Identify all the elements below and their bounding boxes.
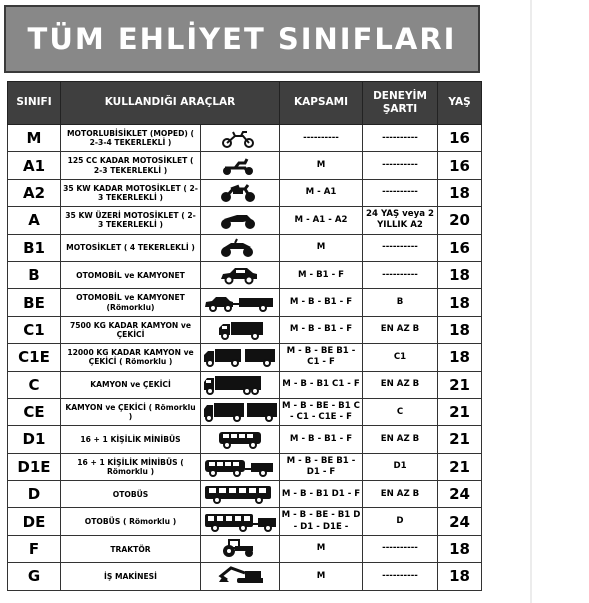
vehicle-description-text: OTOMOBİL ve KAMYONET <box>76 270 185 280</box>
table-row <box>8 563 482 590</box>
table-header-row <box>8 82 482 125</box>
license-class: C1E <box>8 344 61 371</box>
vehicle-description-text: MOTORLUBİSİKLET (MOPED) ( 2-3-4 TEKERLEKLİ ) <box>67 129 194 148</box>
vehicle-description <box>61 344 201 371</box>
vehicle-description <box>61 261 201 288</box>
license-class: C <box>8 371 61 398</box>
page-title: TÜM EHLİYET SINIFLARI <box>27 22 457 56</box>
age-value: 21 <box>438 398 482 425</box>
motorcycle-icon <box>217 183 263 203</box>
scope-value: ---------- <box>280 125 363 152</box>
scope-value: M <box>280 535 363 562</box>
table-row <box>8 344 482 371</box>
table-row <box>8 207 482 234</box>
bus-trailer-icon <box>203 512 277 532</box>
sport-motorcycle-icon <box>217 210 263 230</box>
header-yas: YAŞ <box>438 82 482 125</box>
license-class: B <box>8 261 61 288</box>
scope-value: M - B - B1 D1 - F <box>280 481 363 508</box>
vehicle-icon-cell <box>201 398 280 425</box>
vehicle-description-text: 12000 KG KADAR KAMYON ve ÇEKİCİ ( Römorklu ) <box>67 348 194 367</box>
vehicle-icon-cell <box>201 261 280 288</box>
scope-value: M - B - BE B1 - C1 - F <box>280 344 363 371</box>
vehicle-description <box>61 426 201 453</box>
table-row <box>8 508 482 535</box>
vehicle-description-text: KAMYON ve ÇEKİCİ <box>90 380 171 390</box>
license-class: CE <box>8 398 61 425</box>
age-value: 20 <box>438 207 482 234</box>
scope-value: M <box>280 152 363 179</box>
scope-value: M - B - BE B1 - D1 - F <box>280 453 363 480</box>
vehicle-icon-cell <box>201 152 280 179</box>
scope-value: M - A1 - A2 <box>280 207 363 234</box>
age-value: 21 <box>438 426 482 453</box>
divider <box>530 0 532 603</box>
big-truck-trailer-icon <box>203 402 277 422</box>
experience-value: EN AZ B <box>363 481 438 508</box>
age-value: 18 <box>438 316 482 343</box>
vehicle-icon-cell <box>201 535 280 562</box>
header-araclar: KULLANDIĞI ARAÇLAR <box>61 82 280 125</box>
vehicle-icon-cell <box>201 316 280 343</box>
vehicle-description <box>61 508 201 535</box>
vehicle-description <box>61 125 201 152</box>
table-row <box>8 398 482 425</box>
experience-value: ---------- <box>363 535 438 562</box>
title-banner <box>4 5 480 73</box>
vehicle-description <box>61 453 201 480</box>
experience-value: ---------- <box>363 234 438 261</box>
experience-value: ---------- <box>363 179 438 206</box>
license-class: C1 <box>8 316 61 343</box>
vehicle-description-text: OTOBÜS ( Römorklu ) <box>84 517 177 527</box>
age-value: 21 <box>438 453 482 480</box>
experience-value: C1 <box>363 344 438 371</box>
table-row <box>8 234 482 261</box>
header-kapsam: KAPSAMI <box>280 82 363 125</box>
vehicle-description-text: KAMYON ve ÇEKİCİ ( Römorklu ) <box>65 402 196 422</box>
vehicle-icon-cell <box>201 207 280 234</box>
experience-value: ---------- <box>363 152 438 179</box>
vehicle-description-text: OTOMOBİL ve KAMYONET (Römorklu) <box>76 293 185 312</box>
age-value: 24 <box>438 508 482 535</box>
age-value: 16 <box>438 152 482 179</box>
age-value: 18 <box>438 563 482 590</box>
scope-value: M <box>280 234 363 261</box>
vehicle-description <box>61 289 201 316</box>
minibus-trailer-icon <box>203 457 277 477</box>
experience-value: ---------- <box>363 261 438 288</box>
table-row <box>8 179 482 206</box>
table-row <box>8 125 482 152</box>
vehicle-icon-cell <box>201 289 280 316</box>
experience-value: ---------- <box>363 125 438 152</box>
car-trailer-icon <box>203 293 277 313</box>
age-value: 18 <box>438 344 482 371</box>
vehicle-description-text: 35 KW KADAR MOTOSİKLET ( 2-3 TEKERLEKLİ ) <box>63 183 198 202</box>
header-deneyim: DENEYİM ŞARTI <box>363 82 438 125</box>
scooter-icon <box>217 156 263 176</box>
age-value: 24 <box>438 481 482 508</box>
license-classes-sheet <box>4 5 482 597</box>
table-row <box>8 426 482 453</box>
license-class: G <box>8 563 61 590</box>
experience-value: EN AZ B <box>363 316 438 343</box>
table-row <box>8 481 482 508</box>
atv-icon <box>217 238 263 258</box>
license-class: A <box>8 207 61 234</box>
license-class: B1 <box>8 234 61 261</box>
table-row <box>8 316 482 343</box>
vehicle-description <box>61 563 201 590</box>
license-class: D <box>8 481 61 508</box>
table-row <box>8 289 482 316</box>
vehicle-icon-cell <box>201 563 280 590</box>
vehicle-description <box>61 535 201 562</box>
vehicle-description-text: OTOBÜS <box>112 489 149 499</box>
license-class: A2 <box>8 179 61 206</box>
scope-value: M - B1 - F <box>280 261 363 288</box>
table-row <box>8 261 482 288</box>
scope-value: M - A1 <box>280 179 363 206</box>
big-truck-icon <box>203 375 277 395</box>
truck-icon <box>217 320 263 340</box>
license-class: DE <box>8 508 61 535</box>
license-table <box>7 81 482 591</box>
experience-value: D1 <box>363 453 438 480</box>
excavator-icon <box>217 566 263 586</box>
vehicle-description <box>61 207 201 234</box>
age-value: 16 <box>438 234 482 261</box>
license-class: A1 <box>8 152 61 179</box>
vehicle-icon-cell <box>201 344 280 371</box>
scope-value: M <box>280 563 363 590</box>
header-sinif: SINIFI <box>8 82 61 125</box>
license-class: F <box>8 535 61 562</box>
vehicle-description <box>61 398 201 425</box>
vehicle-icon-cell <box>201 508 280 535</box>
scope-value: M - B - BE - B1 C - C1 - C1E - F <box>280 398 363 425</box>
table-row <box>8 453 482 480</box>
age-value: 18 <box>438 261 482 288</box>
moped-icon <box>217 128 263 148</box>
license-class: M <box>8 125 61 152</box>
experience-value: D <box>363 508 438 535</box>
table-row <box>8 152 482 179</box>
age-value: 16 <box>438 125 482 152</box>
truck-trailer-icon <box>203 347 277 367</box>
vehicle-description <box>61 371 201 398</box>
vehicle-description-text: İŞ MAKİNESİ <box>104 571 157 581</box>
table-row <box>8 371 482 398</box>
car-icon <box>217 265 263 285</box>
license-class: D1E <box>8 453 61 480</box>
vehicle-description-text: 35 KW ÜZERİ MOTOSİKLET ( 2-3 TEKERLEKLİ ) <box>65 211 196 230</box>
tractor-icon <box>217 539 263 559</box>
vehicle-description <box>61 152 201 179</box>
vehicle-icon-cell <box>201 179 280 206</box>
scope-value: M - B - B1 - F <box>280 289 363 316</box>
vehicle-description-text: 7500 KG KADAR KAMYON ve ÇEKİCİ <box>69 320 192 339</box>
license-class: D1 <box>8 426 61 453</box>
vehicle-description <box>61 234 201 261</box>
vehicle-icon-cell <box>201 481 280 508</box>
vehicle-description-text: 125 CC KADAR MOTOSİKLET ( 2-3 TEKERLEKLİ ) <box>67 156 194 175</box>
experience-value: 24 YAŞ veya 2 YILLIK A2 <box>363 207 438 234</box>
scope-value: M - B - B1 C1 - F <box>280 371 363 398</box>
vehicle-icon-cell <box>201 426 280 453</box>
age-value: 18 <box>438 179 482 206</box>
vehicle-description <box>61 481 201 508</box>
experience-value: ---------- <box>363 563 438 590</box>
experience-value: EN AZ B <box>363 426 438 453</box>
scope-value: M - B - B1 - F <box>280 426 363 453</box>
bus-icon <box>203 484 277 504</box>
scope-value: M - B - BE - B1 D - D1 - D1E - <box>280 508 363 535</box>
experience-value: C <box>363 398 438 425</box>
vehicle-icon-cell <box>201 234 280 261</box>
license-class: BE <box>8 289 61 316</box>
vehicle-description-text: MOTOSİKLET ( 4 TEKERLEKLİ ) <box>66 243 195 253</box>
age-value: 21 <box>438 371 482 398</box>
age-value: 18 <box>438 535 482 562</box>
scope-value: M - B - B1 - F <box>280 316 363 343</box>
vehicle-description <box>61 316 201 343</box>
table-row <box>8 535 482 562</box>
minibus-icon <box>217 429 263 449</box>
vehicle-description <box>61 179 201 206</box>
vehicle-icon-cell <box>201 125 280 152</box>
experience-value: B <box>363 289 438 316</box>
vehicle-icon-cell <box>201 371 280 398</box>
vehicle-description-text: 16 + 1 KİŞİLİK MİNİBÜS ( Römorklu ) <box>77 457 184 476</box>
vehicle-icon-cell <box>201 453 280 480</box>
vehicle-description-text: 16 + 1 KİŞİLİK MİNİBÜS <box>80 434 181 444</box>
age-value: 18 <box>438 289 482 316</box>
vehicle-description-text: TRAKTÖR <box>110 544 151 554</box>
experience-value: EN AZ B <box>363 371 438 398</box>
